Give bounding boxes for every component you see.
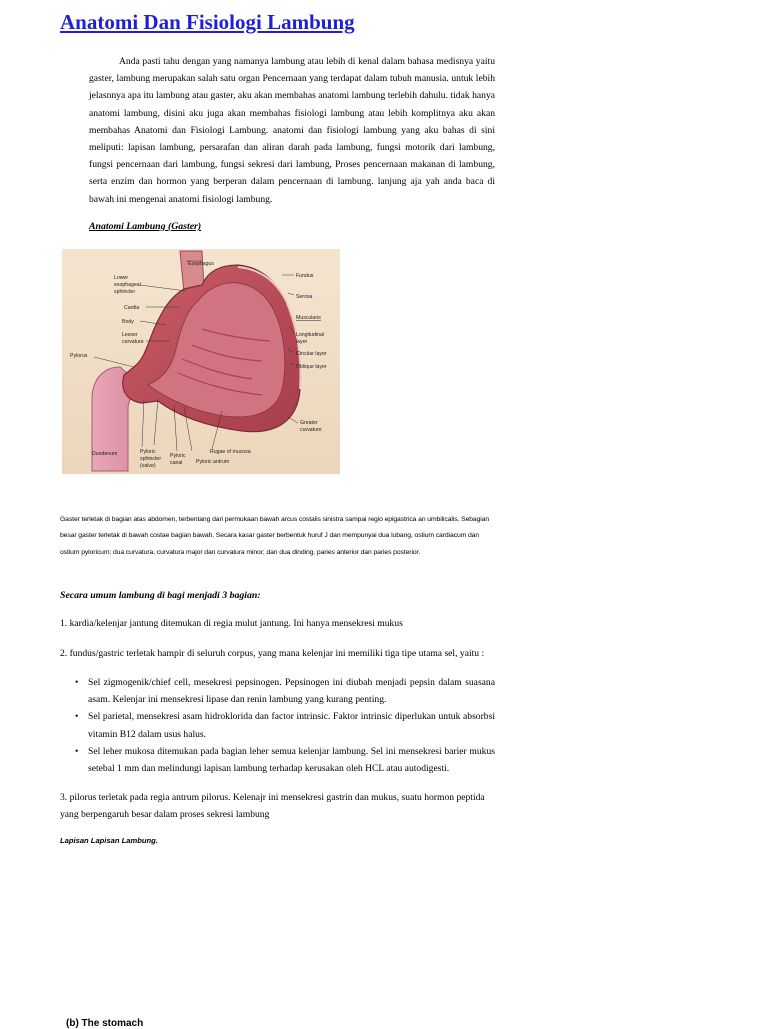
label-lesser-2: curvature bbox=[122, 339, 144, 345]
label-greater-2: curvature bbox=[300, 427, 322, 433]
label-lower-sphincter-2: esophageal bbox=[114, 282, 141, 288]
list-item-text: Sel parietal, mensekresi asam hidroklorida dan factor intrinsic. Faktor intrinsic diperlukan untuk absorbsi vitamin B12 dalam usus halus. bbox=[88, 711, 495, 740]
bullet-marker: • bbox=[75, 711, 79, 723]
section-heading-anatomy: Anatomi Lambung (Gaster) bbox=[89, 221, 202, 232]
label-esophagus: Esophagus bbox=[188, 261, 214, 267]
point-pilorus: 3. pilorus terletak pada regia antrum pilorus. Kelenajr ini mensekresi gastrin dan mukus, suatu hormon peptida yang berpengaruh besar dalam proses sekresi lambung bbox=[60, 792, 485, 821]
list-item-text: Sel leher mukosa ditemukan pada bagian leher semua kelenjar lambung. Sel ini mensekresi barier mukus setebal 1 mm dan melindungi lapisan lambung terhadap kerusakan oleh HCL atau autodigesti. bbox=[88, 745, 495, 775]
label-oblique: Oblique layer bbox=[296, 364, 327, 370]
list-item bbox=[60, 674, 495, 708]
lapisan-heading: Lapisan Lapisan Lambung. bbox=[60, 836, 158, 845]
list-item-text: Sel zigmogenik/chief cell, mesekresi pepsinogen. Pepsinogen ini diubah menjadi pepsin dalam suasana asam. Kelenjar ini mensekresi lipase dan renin lambung yang kurang penting. bbox=[88, 677, 495, 706]
point-kardia: 1. kardia/kelenjar jantung ditemukan di regia mulut jantung. Ini hanya mensekresi mukus bbox=[60, 618, 403, 629]
label-serosa: Serosa bbox=[296, 294, 313, 300]
label-longitudinal-2: layer bbox=[296, 339, 308, 345]
label-pyloric-antrum: Pyloric antrum bbox=[196, 459, 230, 465]
list-item bbox=[60, 743, 495, 777]
label-duodenum: Duodenum bbox=[92, 451, 118, 457]
label-longitudinal-1: Longitudinal bbox=[296, 332, 324, 338]
label-lesser-1: Lesser bbox=[122, 332, 138, 338]
label-rugae: Rugae of mucosa bbox=[210, 449, 251, 455]
point-fundus: 2. fundus/gastric terletak hampir di seluruh corpus, yang mana kelenjar ini memiliki tiga tipe utama sel, yaitu : bbox=[60, 648, 485, 659]
bullet-marker: • bbox=[75, 677, 79, 688]
page-title: Anatomi Dan Fisiologi Lambung bbox=[60, 10, 355, 34]
label-pyloric-canal-1: Pyloric bbox=[170, 453, 186, 459]
division-heading: Secara umum lambung di bagi menjadi 3 bagian: bbox=[60, 590, 261, 601]
label-lower-sphincter-1: Lower bbox=[114, 275, 129, 281]
list-item bbox=[60, 708, 495, 742]
bullet-marker: • bbox=[75, 745, 79, 757]
cut-off-caption: (b) The stomach bbox=[66, 1018, 144, 1029]
label-pyloric-sph-1: Pyloric bbox=[140, 449, 156, 455]
gaster-paragraph: Gaster terletak di bagian atas abdomen, terbentang dari permukaan bawah arcus costalis sinistra sampai regio epigastrica an umbilicalis. Sebagian besar gaster terletak di bawah costae bagian bawah. Secara kasar gaster berbentuk huruf J dan mempunyai dua lubang, ostium cardiacum dan ostium pyloricum; dua curvatura, curvatura major dan curvatura minor; dan dua dinding, paries anterior dan paries posterior. bbox=[60, 516, 490, 556]
label-muscularis: Muscularis bbox=[296, 315, 321, 321]
label-pyloric-sph-3: (valve) bbox=[140, 463, 156, 469]
label-greater-1: Greater bbox=[300, 420, 318, 426]
cell-type-list bbox=[60, 674, 495, 777]
label-pyloric-sph-2: sphincter bbox=[140, 456, 162, 462]
label-pyloric-canal-2: canal bbox=[170, 460, 183, 466]
label-cardia: Cardia bbox=[124, 305, 140, 311]
label-pylorus: Pylorus bbox=[70, 353, 88, 359]
label-circular: Circular layer bbox=[296, 351, 327, 357]
intro-text: Anda pasti tahu dengan yang namanya lambung atau lebih di kenal dalam bahasa medisnya yaitu gaster, lambung merupakan salah satu organ Pencernaan yang terdapat dalam tubuh manusia. untuk lebih jelasnnya apa itu lambung atau gaster, aku akan membahas anatomi lambung terlebih dahulu. tidak hanya anatomi lambung, disini aku juga akan membahas fisiologi lambung atau lebih komplitnya aku akan membahas Anatomi dan Fisiologi Lambung. anatomi dan fisiologi lambung yang aku bahas di sini meliputi: lapisan lambung, persarafan dan aliran darah pada lambung, fungsi motorik dari lambung, fungsi pencernaan dari lambung, fungsi sekresi dari lambung, Proses pencernaan makanan di lambung, serta enzim dan hormon yang berperan dalam pencernaan di lambung. lanjung aja yah anda baca di bawah ini mengenai anatomi fisiologi lambung. bbox=[89, 56, 495, 205]
label-fundus: Fundus bbox=[296, 273, 314, 279]
stomach-anatomy-figure bbox=[62, 249, 340, 474]
label-lower-sphincter-3: sphincter bbox=[114, 289, 136, 295]
intro-paragraph bbox=[89, 53, 495, 208]
label-body: Body bbox=[122, 319, 134, 325]
